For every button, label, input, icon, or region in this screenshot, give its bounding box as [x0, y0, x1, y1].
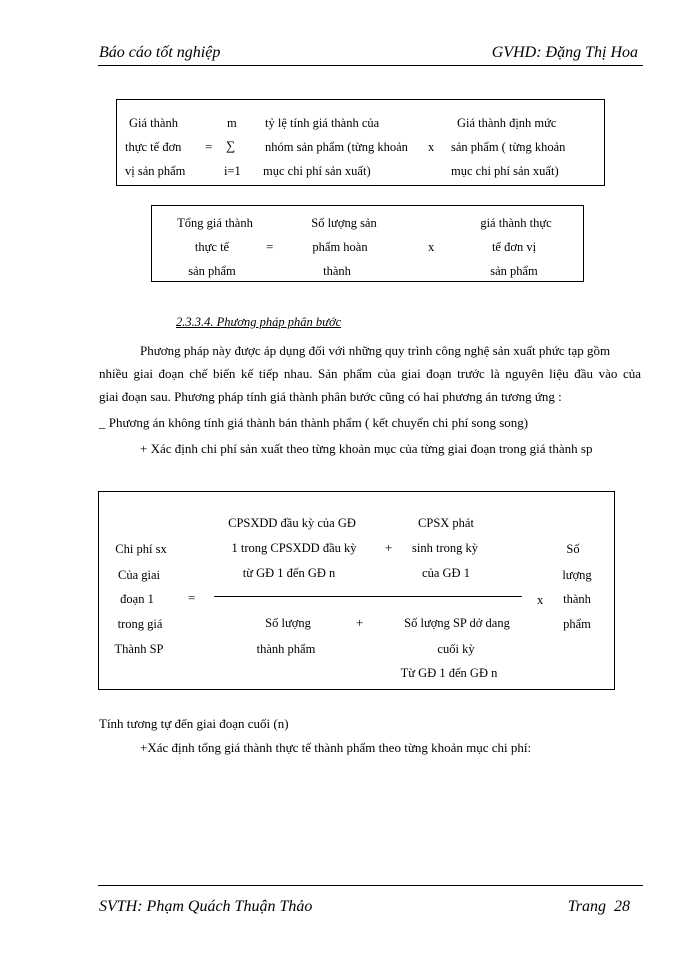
f3-right-line4: phẩm: [563, 617, 591, 631]
f1-col4-line3: mục chi phí sản xuất): [451, 164, 559, 178]
f3-plus-top: +: [385, 540, 393, 555]
header-rule: [98, 65, 643, 66]
f3-left-line1: Chi phí sx: [115, 542, 167, 556]
f3-plus-bottom: +: [356, 615, 364, 630]
f3-right-line3: thành: [563, 592, 591, 606]
bullet-2: + Xác định chi phí sản xuất theo từng khoản mục của từng giai đoạn trong giá thành sp: [140, 441, 593, 456]
line-after: Tính tương tự đến giai đoạn cuối (n): [99, 716, 289, 731]
header-left: Báo cáo tốt nghiệp: [99, 44, 221, 61]
paragraph-line-1: Phương pháp này được áp dụng đối với những quy trình công nghệ sản xuất phức tạp gồm: [140, 343, 611, 358]
footer-rule: [98, 885, 643, 886]
paragraph-line-2: nhiều giai đoạn chế biến kế tiếp nhau. Sản phẩm của giai đoạn trước là nguyên liệu đầu vào của: [99, 366, 641, 381]
f2-col1-line3: sản phẩm: [188, 264, 236, 278]
f1-sigma-bottom: i=1: [224, 164, 241, 178]
formula-box-1: [116, 99, 605, 186]
f1-col4-line2: sản phẩm ( từng khoản: [451, 140, 566, 154]
f1-col3-line3: mục chi phí sản xuất): [263, 164, 371, 178]
f3-left-line2: Của giai: [117, 568, 161, 582]
f3-num-a-line2: 1 trong CPSXDD đầu kỳ: [231, 541, 357, 555]
f3-fraction-bar: [214, 596, 522, 597]
f3-den-a-line2: thành phẩm: [256, 642, 316, 656]
f3-den-b-line2: cuối kỳ: [437, 642, 475, 656]
f3-right-line1: Số: [566, 542, 580, 556]
f3-right-line2: lượng: [562, 568, 592, 582]
f3-left-line3: đoạn 1: [120, 592, 154, 606]
f1-col4-line1: Giá thành định mức: [457, 116, 557, 130]
line-after-2: +Xác định tổng giá thành thực tế thành phẩm theo từng khoản mục chi phí:: [140, 740, 532, 755]
paragraph-line-3: giai đoạn sau. Phương pháp tính giá thành phân bước cũng có hai phương án tương ứng :: [99, 389, 562, 404]
f3-left-line4: trong giá: [117, 617, 163, 631]
f3-den-b-line3: Từ GĐ 1 đến GĐ n: [400, 666, 498, 680]
f1-equals: =: [205, 139, 213, 154]
f1-sigma: ∑: [226, 138, 236, 153]
f2-times: x: [428, 240, 435, 254]
f3-den-b-line1: Số lượng SP dở dang: [404, 616, 510, 630]
f2-col2-line2: phẩm hoàn: [312, 240, 368, 254]
f3-equals: =: [188, 590, 196, 605]
formula-box-2: [151, 205, 584, 282]
f3-den-a-line1: Số lượng: [265, 616, 311, 630]
f3-num-b-line2: sinh trong kỳ: [412, 541, 478, 555]
f2-col2-line3: thành: [323, 264, 351, 278]
f1-col3-line1: tỷ lệ tính giá thành của: [265, 116, 380, 130]
f1-times: x: [428, 140, 435, 154]
f3-times: x: [537, 593, 544, 607]
f1-col3-line2: nhóm sản phẩm (từng khoản: [265, 140, 408, 154]
footer-left: SVTH: Phạm Quách Thuận Thảo: [99, 898, 313, 915]
f1-col1-line1: Giá thành: [129, 116, 178, 130]
f1-col1-line2: thực tế đơn: [125, 140, 182, 154]
f3-num-b-line3: của GĐ 1: [422, 566, 470, 580]
f2-col3-line2: tế đơn vị: [491, 240, 537, 254]
f1-sigma-top: m: [227, 116, 237, 130]
f3-num-a-line1: CPSXDD đầu kỳ của GĐ: [228, 516, 356, 530]
f2-col1-line1: Tổng giá thành: [177, 216, 253, 230]
f1-col1-line3: vị sản phẩm: [125, 164, 186, 178]
f3-num-b-line1: CPSX phát: [418, 516, 474, 530]
f3-left-line5: Thành SP: [114, 642, 164, 656]
f2-col3-line3: sản phẩm: [490, 264, 538, 278]
f2-col1-line2: thực tế: [194, 240, 230, 254]
header-right: GVHD: Đặng Thị Hoa: [491, 44, 638, 61]
f2-col3-line1: giá thành thực: [480, 216, 552, 230]
f2-equals: =: [266, 239, 274, 254]
f2-col2-line1: Số lượng sản: [311, 216, 377, 230]
bullet-1: _ Phương án không tính giá thành bán thành phẩm ( kết chuyển chi phí song song): [99, 415, 529, 430]
f3-num-a-line3: từ GĐ 1 đến GĐ n: [242, 566, 336, 580]
section-title: 2.3.3.4. Phương pháp phân bước: [176, 315, 342, 329]
footer-right: Trang 28: [567, 898, 630, 915]
formula-box-3: [98, 491, 615, 690]
